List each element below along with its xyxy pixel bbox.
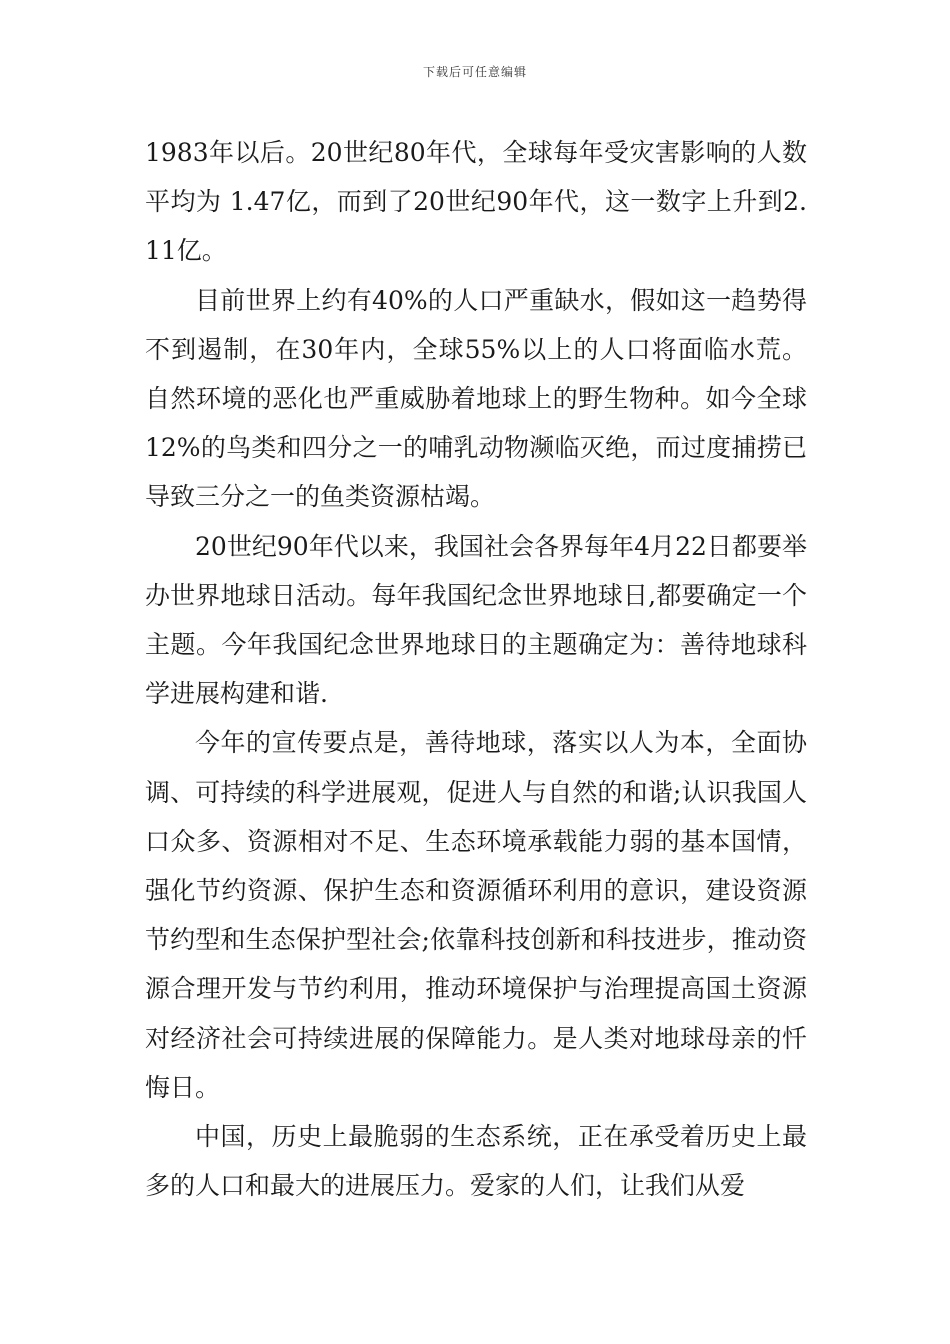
- paragraph-water-shortage: 目前世界上约有40%的人口严重缺水，假如这一趋势得不到遏制，在30年内，全球55%以上的人口将面临水荒。自然环境的恶化也严重威胁着地球上的野生物种。如今全球12%的鸟类和四分之一的哺乳动物濒临灭绝，而过度捕捞已导致三分之一的鱼类资源枯竭。: [145, 285, 807, 512]
- paragraph-disaster-stats: 1983年以后。20世纪80年代，全球每年受灾害影响的人数平均为 1.47亿，而到了20世纪90年代，这一数字上升到2.11亿。: [145, 138, 807, 266]
- paragraph-china-ecology: 中国，历史上最脆弱的生态系统，正在承受着历史上最多的人口和最大的进展压力。爱家的人们，让我们从爱: [145, 1122, 807, 1201]
- document-body: [145, 128, 807, 1210]
- paragraph-earth-day-theme: 20世纪90年代以来，我国社会各界每年4月22日都要举办世界地球日活动。每年我国纪念世界地球日,都要确定一个主题。今年我国纪念世界地球日的主题确定为：善待地球科学进展构建和谐.: [145, 531, 807, 709]
- page-header: 下载后可任意编辑: [422, 65, 527, 79]
- paragraph-publicity-points: 今年的宣传要点是，善待地球，落实以人为本，全面协调、可持续的科学进展观，促进人与自然的和谐;认识我国人口众多、资源相对不足、生态环境承载能力弱的基本国情，强化节约资源、保护生态和资源循环利用的意识，建设资源节约型和生态保护型社会;依靠科技创新和科技进步，推动资源合理开发与节约利用，推动环境保护与治理提高国土资源对经济社会可持续进展的保障能力。是人类对地球母亲的忏悔日。: [145, 728, 807, 1102]
